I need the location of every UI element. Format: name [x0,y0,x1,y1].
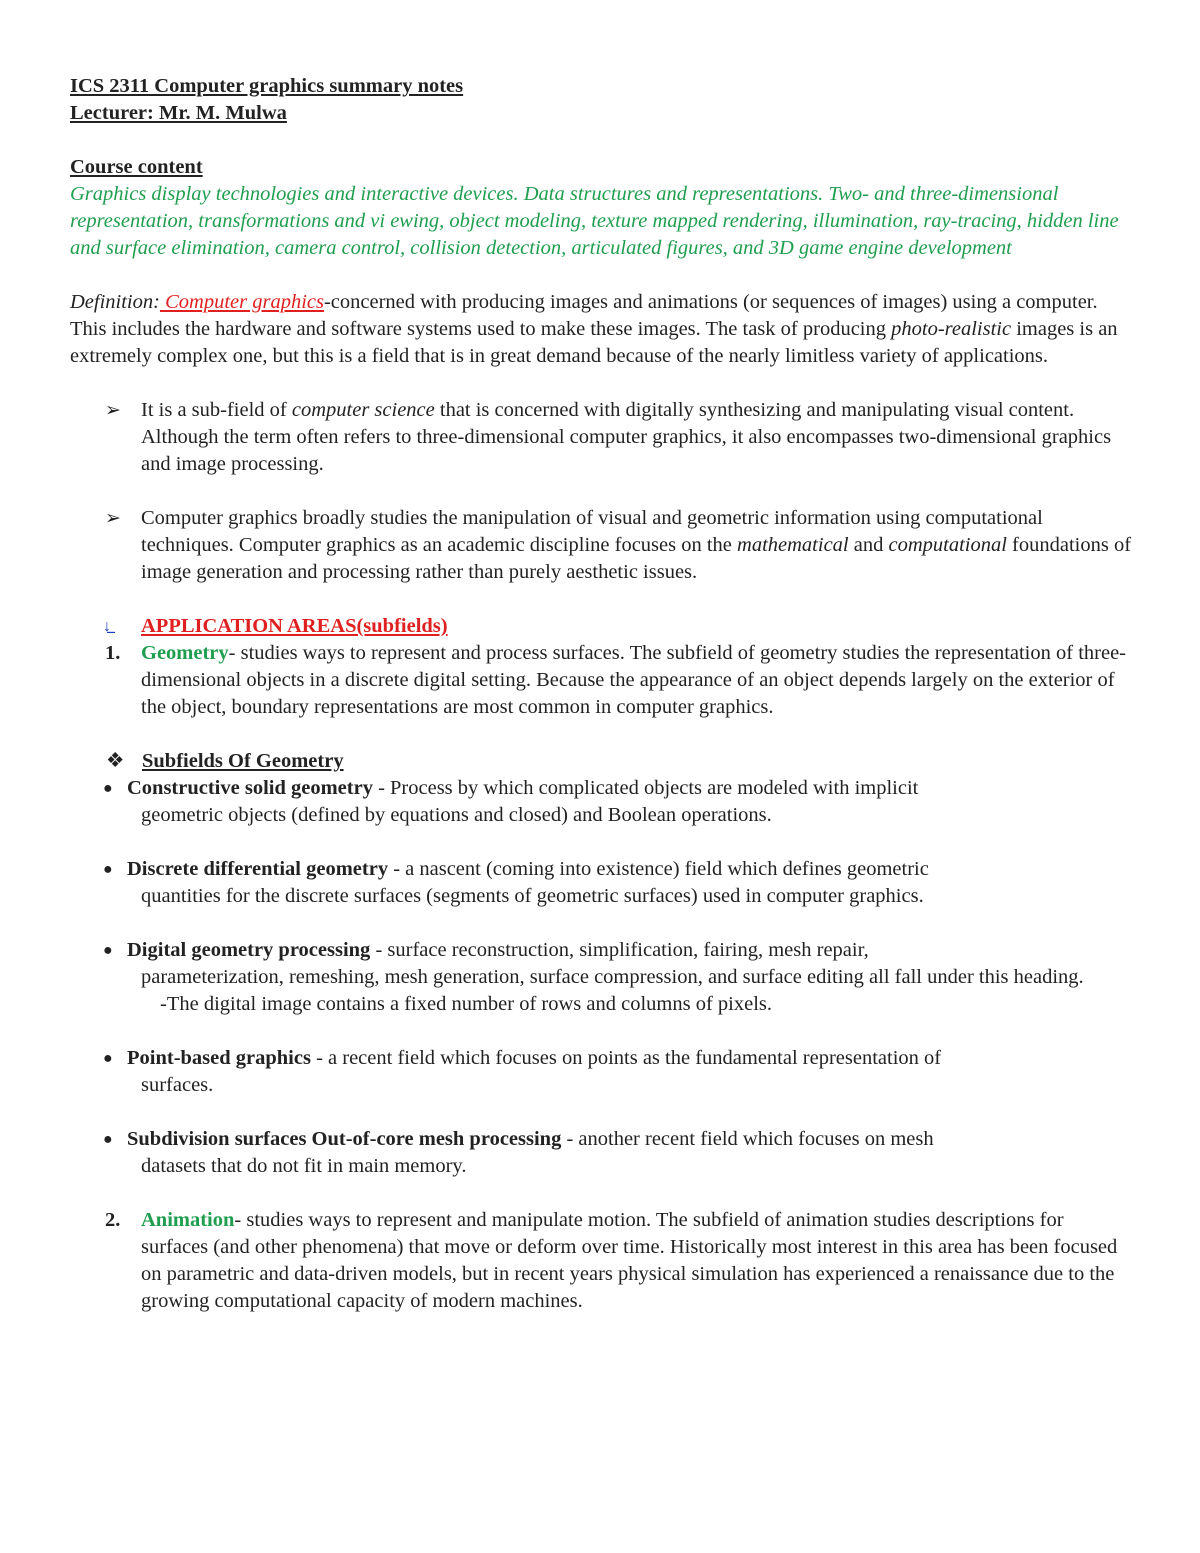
arrow-bullet-text: Computer graphics broadly studies the manipulation of visual and geometric information using computational techniques. Computer graphics as an academic discipline focuses on the mathematical and computational foundations of image generation and processing rather than purely aesthetic issues. [141,507,1132,583]
bullet-dot-icon: ● [103,1131,113,1148]
application-item-animation [105,1207,1132,1315]
lecturer-line: Lecturer: Mr. M. Mulwa [70,102,287,124]
application-text: Animation- studies ways to represent and manipulate motion. The subfield of animation studies descriptions for surfaces (and other phenomena) that move or deform over time. Historically most interest in this area has been focused on parametric and data-driven models, but in recent years physical simulation has experienced a renaissance due to the growing computational capacity of modern machines. [141,1209,1118,1312]
arrow-bullet-icon: ➢ [105,400,121,421]
subfield-item: ● Constructive solid geometry - Process by which complicated objects are modeled with implicit geometric objects (defined by equations and closed) and Boolean operations. [103,775,1132,829]
subfield-item: ● Subdivision surfaces Out-of-core mesh processing - another recent field which focuses on mesh datasets that do not fit in main memory. [103,1126,1132,1180]
diamond-bullet-icon: ❖ [106,750,125,772]
bullet-dot-icon: ● [103,861,113,878]
item-number: 2. [105,1209,121,1231]
definition-label: Definition: [70,291,160,313]
subfield-note: -The digital image contains a fixed number of rows and columns of pixels. [160,993,772,1015]
arrow-bullet-item [105,505,1132,586]
application-areas-heading: ↓̲ APPLICATION AREAS(subfields) [103,613,1132,640]
course-content-heading: Course content [70,156,203,178]
application-item-geometry [105,640,1132,721]
definition-paragraph [70,289,1132,370]
geometry-subfields-heading: ❖ Subfields Of Geometry [106,748,1132,775]
subfield-item: ● Digital geometry processing - surface reconstruction, simplification, fairing, mesh repair, parameterization, remeshing, mesh generation, surface compression, and surface editing all fall under this heading. -The digital image contains a fixed number of rows and columns of pixels. [103,937,1132,1018]
document-page [70,73,1132,1315]
bullet-dot-icon: ● [103,942,113,959]
arrow-bullet-icon: ➢ [105,508,121,529]
application-text: Geometry- studies ways to represent and process surfaces. The subfield of geometry studies the representation of three-dimensional objects in a discrete digital setting. Because the appearance of an object depends largely on the exterior of the object, boundary representations are most common in computer graphics. [141,642,1127,718]
definition-text-2: images is an extremely complex one, but this is a field that is in great demand because of the nearly limitless variety of applications. [70,318,1118,367]
definition-emphasis: photo-realistic [891,318,1012,340]
item-number: 1. [105,642,121,664]
subfield-item: ● Point-based graphics - a recent field which focuses on points as the fundamental representation of surfaces. [103,1045,1132,1099]
definition-text-1: -concerned with producing images and animations (or sequences of images) using a computer. This includes the hardware and software systems used to make these images. The task of producing [70,291,1098,340]
course-content-text: Graphics display technologies and interactive devices. Data structures and representations. Two- and three-dimensional representation, transformations and vi ewing, object modeling, texture mapped rendering, illumination, ray-tracing, hidden line and surface elimination, camera control, collision detection, articulated figures, and 3D game engine development [70,183,1119,259]
bullet-dot-icon: ● [103,780,113,797]
arrow-bullet-item [105,397,1132,478]
definition-term: Computer graphics [159,291,324,313]
document-title: ICS 2311 Computer graphics summary notes [70,75,464,97]
subfield-item: ● Discrete differential geometry - a nascent (coming into existence) field which defines geometric quantities for the discrete surfaces (segments of geometric surfaces) used in computer graphics. [103,856,1132,910]
arrow-bullet-text: It is a sub-field of computer science that is concerned with digitally synthesizing and manipulating visual content. Although the term often refers to three-dimensional computer graphics, it also encompasses two-dimensional graphics and image processing. [141,399,1112,475]
bullet-dot-icon: ● [103,1050,113,1067]
down-arrow-icon: ↓̲ [103,618,111,635]
